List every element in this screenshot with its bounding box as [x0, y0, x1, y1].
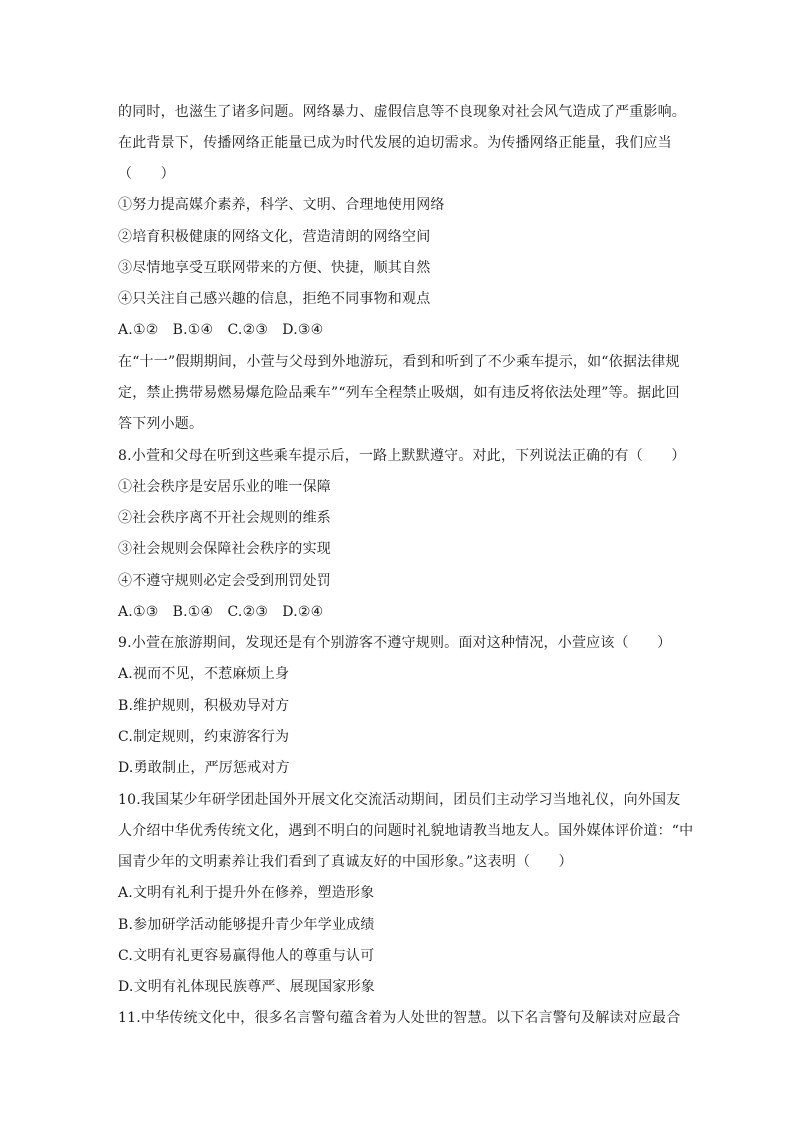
question-10: 10.我国某少年研学团赴国外开展文化交流活动期间，团员们主动学习当地礼仪，向外国友 — [118, 792, 681, 808]
choice-c: C.文明有礼更容易赢得他人的尊重与认可 — [118, 948, 375, 964]
text-line: 定，禁止携带易燃易爆危险品乘车”“列车全程禁止吸烟，如有违反将依法处理”等。据此回 — [118, 385, 680, 401]
question-9: 9.小萱在旅游期间，发现还是有个别游客不遵守规则。面对这种情况，小萱应该（ ） — [118, 635, 672, 651]
choice-a: A.文明有礼利于提升外在修养，塑造形象 — [118, 885, 375, 901]
choice-a: A.视而不见，不惹麻烦上身 — [118, 666, 290, 682]
choice-d: D.勇敢制止，严厉惩戒对方 — [118, 760, 290, 776]
question-8: 8.小萱和父母在听到这些乘车提示后，一路上默默遵守。对此，下列说法正确的有（ ） — [118, 448, 686, 464]
text-line: 人介绍中华优秀传统文化，遇到不明白的问题时礼貌地请教当地友人。国外媒体评价道：“中 — [118, 823, 694, 839]
answer-choices: A.①② B.①④ C.②③ D.③④ — [118, 322, 324, 338]
option-statement-1: ①努力提高媒介素养，科学、文明、合理地使用网络 — [118, 197, 445, 213]
question-11: 11.中华传统文化中，很多名言警句蕴含着为人处世的智慧。以下名言警句及解读对应最合 — [118, 1010, 681, 1026]
text-line: 在“十一”假期期间，小萱与父母到外地游玩，看到和听到了不少乘车提示，如“依据法律规 — [118, 354, 680, 370]
text-line: 答下列小题。 — [118, 416, 204, 432]
option-statement-1: ①社会秩序是安居乐业的唯一保障 — [118, 479, 331, 495]
choice-b: B.参加研学活动能够提升青少年学业成绩 — [118, 917, 375, 933]
option-statement-3: ③尽情地享受互联网带来的方便、快捷，顺其自然 — [118, 260, 431, 276]
choice-b: B.维护规则，积极劝导对方 — [118, 698, 290, 714]
choice-d: D.文明有礼体现民族尊严、展现国家形象 — [118, 979, 375, 995]
choice-c: C.制定规则，约束游客行为 — [118, 729, 290, 745]
option-statement-3: ③社会规则会保障社会秩序的实现 — [118, 541, 331, 557]
option-statement-4: ④只关注自己感兴趣的信息，拒绝不同事物和观点 — [118, 291, 431, 307]
text-line: 在此背景下，传播网络正能量已成为时代发展的迫切需求。为传播网络正能量，我们应当 — [118, 135, 672, 151]
answer-choices: A.①③ B.①④ C.②③ D.②④ — [118, 604, 324, 620]
option-statement-4: ④不遵守规则必定会受到刑罚处罚 — [118, 573, 331, 589]
text-line: 的同时，也滋生了诸多问题。网络暴力、虚假信息等不良现象对社会风气造成了严重影响。 — [118, 104, 686, 120]
option-statement-2: ②培育积极健康的网络文化，营造清朗的网络空间 — [118, 229, 431, 245]
text-line: 国青少年的文明素养让我们看到了真诚友好的中国形象。”这表明（ ） — [118, 854, 573, 870]
option-statement-2: ②社会秩序离不开社会规则的维系 — [118, 510, 331, 526]
answer-blank: （ ） — [118, 166, 175, 182]
